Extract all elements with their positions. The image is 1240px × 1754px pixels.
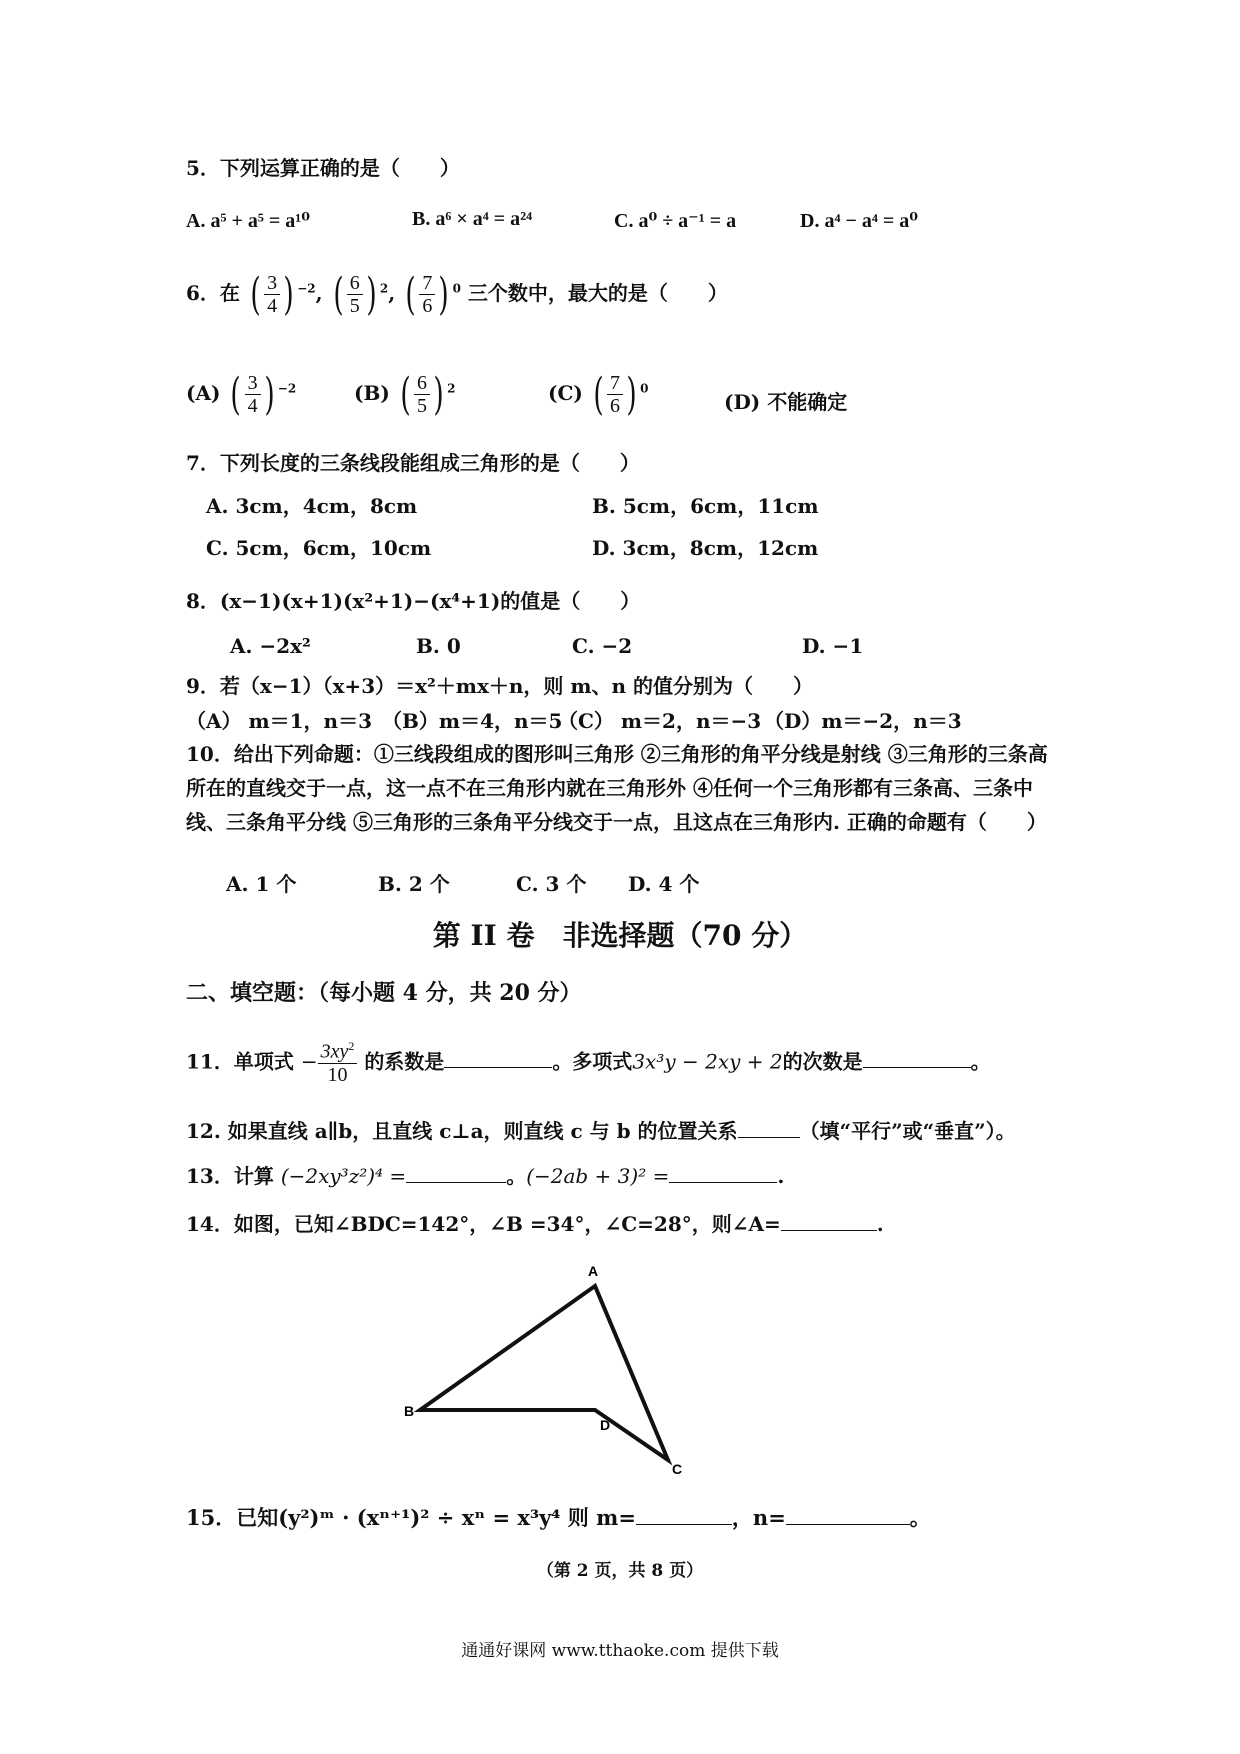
q9-option-b: （B）m＝4，n＝5 xyxy=(382,709,563,733)
q8-option-a: A. −2x² xyxy=(230,634,311,658)
q10-text: 10．给出下列命题：①三线段组成的图形叫三角形 ②三角形的角平分线是射线 ③三角形的三条高所在的直线交于一点，这一点不在三角形内就在三角形外 ④任何一个三角形都有三条高、三条中线、三条角平分线 ⑤三角形的三条角平分线交于一点，且这点在三角形内. 正确的命题有（ ） xyxy=(186,742,1048,834)
q15 xyxy=(186,1502,931,1532)
q9-option-c: （C） m＝2，n＝−3 xyxy=(558,709,762,733)
q6-option-a: (A) ( $\frac{3}{4}$ ) $^{-2}$ xyxy=(186,368,297,420)
q6-stem: 6．在 ( $\frac{3}{4}$ ) $^{-2}$, ( $\frac{6}{5}$ ) $^2$, ( $\frac{7}{6}$ ) $^0$ 三个数中，最大的是（ ） xyxy=(186,268,728,320)
q6-option-a-label: (A) xyxy=(186,381,221,405)
q7-option-d: D. 3cm，8cm，12cm xyxy=(592,536,819,560)
q13-expr1: (−2xy³z²)⁴ = xyxy=(280,1164,407,1188)
q6-tail: 三个数中，最大的是（ ） xyxy=(467,281,728,305)
q13-lead: 13．计算 xyxy=(186,1164,274,1188)
q14-text: 14．如图，已知∠BDC=142°，∠B =34°，∠C=28°，则∠A= xyxy=(186,1212,781,1236)
q11-lead: 11．单项式 xyxy=(186,1049,294,1074)
q9-option-d: （D）m＝−2，n＝3 xyxy=(764,709,962,733)
q10-option-d: D. 4 个 xyxy=(628,872,700,896)
q9-option-a: （A） m＝1，n＝3 xyxy=(186,709,373,733)
q5-option-b: B. a⁶ × a⁴ = a²⁴ xyxy=(412,208,533,230)
q14-blank[interactable] xyxy=(781,1230,877,1231)
q12-blank[interactable] xyxy=(738,1137,800,1138)
section2-title: 第 II 卷 非选择题（70 分） xyxy=(432,919,808,952)
q15-blank-n[interactable] xyxy=(786,1524,910,1525)
label-c: C xyxy=(672,1461,683,1477)
q6-option-b-label: (B) xyxy=(354,381,390,405)
q11-polynomial: 3x³y − 2xy + 2 xyxy=(632,1049,783,1074)
q7-option-b: B. 5cm，6cm，11cm xyxy=(592,494,819,518)
q15-mid: ，n= xyxy=(731,1505,786,1530)
q5-option-a: A. a⁵ + a⁵ = a¹⁰ xyxy=(186,210,310,232)
q11-end: 。 xyxy=(970,1049,991,1074)
q7-stem: 7．下列长度的三条线段能组成三角形的是（ ） xyxy=(186,451,640,475)
q11-tail: 的次数是 xyxy=(782,1049,863,1074)
q13-blank-1[interactable] xyxy=(406,1182,506,1183)
page-footer: （第 2 页，共 8 页） xyxy=(536,1561,704,1581)
q8-option-b: B. 0 xyxy=(416,634,461,658)
q15-end: 。 xyxy=(909,1505,931,1530)
q6-option-b: (B) ( $\frac{6}{5}$ ) $^2$ xyxy=(354,368,456,420)
q8-option-c: C. −2 xyxy=(572,634,633,658)
q12-tail: （填“平行”或“垂直”）。 xyxy=(799,1119,1016,1143)
q8-stem: 8．(x−1)(x+1)(x²+1)−(x⁴+1)的值是（ ） xyxy=(186,589,641,613)
q6-lead: 6．在 xyxy=(186,281,240,305)
q5-option-c: C. a⁰ ÷ a⁻¹ = a xyxy=(614,210,737,232)
q13 xyxy=(186,1160,784,1189)
q14 xyxy=(186,1208,884,1237)
q11-blank-1[interactable] xyxy=(444,1067,552,1068)
triangle-figure xyxy=(400,1260,700,1480)
q13-end: . xyxy=(777,1164,785,1188)
label-b: B xyxy=(404,1403,415,1419)
figure-outline xyxy=(420,1286,668,1460)
q11-mid: 的系数是 xyxy=(364,1049,445,1074)
q11-mid2: 。多项式 xyxy=(552,1049,633,1074)
q6-option-d: (D) 不能确定 xyxy=(724,390,848,414)
q7-option-a: A. 3cm，4cm，8cm xyxy=(206,494,418,518)
q11-blank-2[interactable] xyxy=(863,1067,971,1068)
q9-stem: 9．若（x−1）（x+3）＝x²＋mx＋n，则 m、n 的值分别为（ ） xyxy=(186,674,814,698)
q5-stem: 5．下列运算正确的是（ ） xyxy=(186,156,460,180)
q12-text: 12. 如果直线 a∥b，且直线 c⊥a，则直线 c 与 b 的位置关系 xyxy=(186,1119,738,1143)
q14-end: . xyxy=(876,1212,884,1236)
q6-option-c-label: (C) xyxy=(548,381,583,405)
fill-heading: 二、填空题：（每小题 4 分，共 20 分） xyxy=(186,980,582,1006)
q5-option-d: D. a⁴ − a⁴ = a⁰ xyxy=(800,210,918,232)
q6-option-c: (C) ( $\frac{7}{6}$ ) $^0$ xyxy=(548,368,649,420)
source-credit: 通通好课网 www.tthaoke.com 提供下载 xyxy=(461,1641,779,1661)
q15-blank-m[interactable] xyxy=(636,1524,732,1525)
q7-option-c: C. 5cm，6cm，10cm xyxy=(206,536,432,560)
q13-sep: 。 xyxy=(506,1164,527,1188)
q13-blank-2[interactable] xyxy=(669,1182,777,1183)
q10-option-a: A. 1 个 xyxy=(226,872,297,896)
q10-option-c: C. 3 个 xyxy=(516,872,587,896)
label-d: D xyxy=(600,1417,611,1433)
q13-expr2: (−2ab + 3)² = xyxy=(526,1164,670,1188)
q12 xyxy=(186,1115,1016,1144)
q10-option-b: B. 2 个 xyxy=(378,872,450,896)
label-a: A xyxy=(588,1263,599,1279)
q8-option-d: D. −1 xyxy=(802,634,864,658)
q15-lead: 15．已知(y²)ᵐ · (xⁿ⁺¹)² ÷ xⁿ = x³y⁴ 则 m= xyxy=(186,1505,636,1530)
q11: 11．单项式 − $\frac{3xy^2}{10}$ 的系数是 。多项式3x³y − 2xy + 2的次数是 。 xyxy=(186,1039,991,1086)
